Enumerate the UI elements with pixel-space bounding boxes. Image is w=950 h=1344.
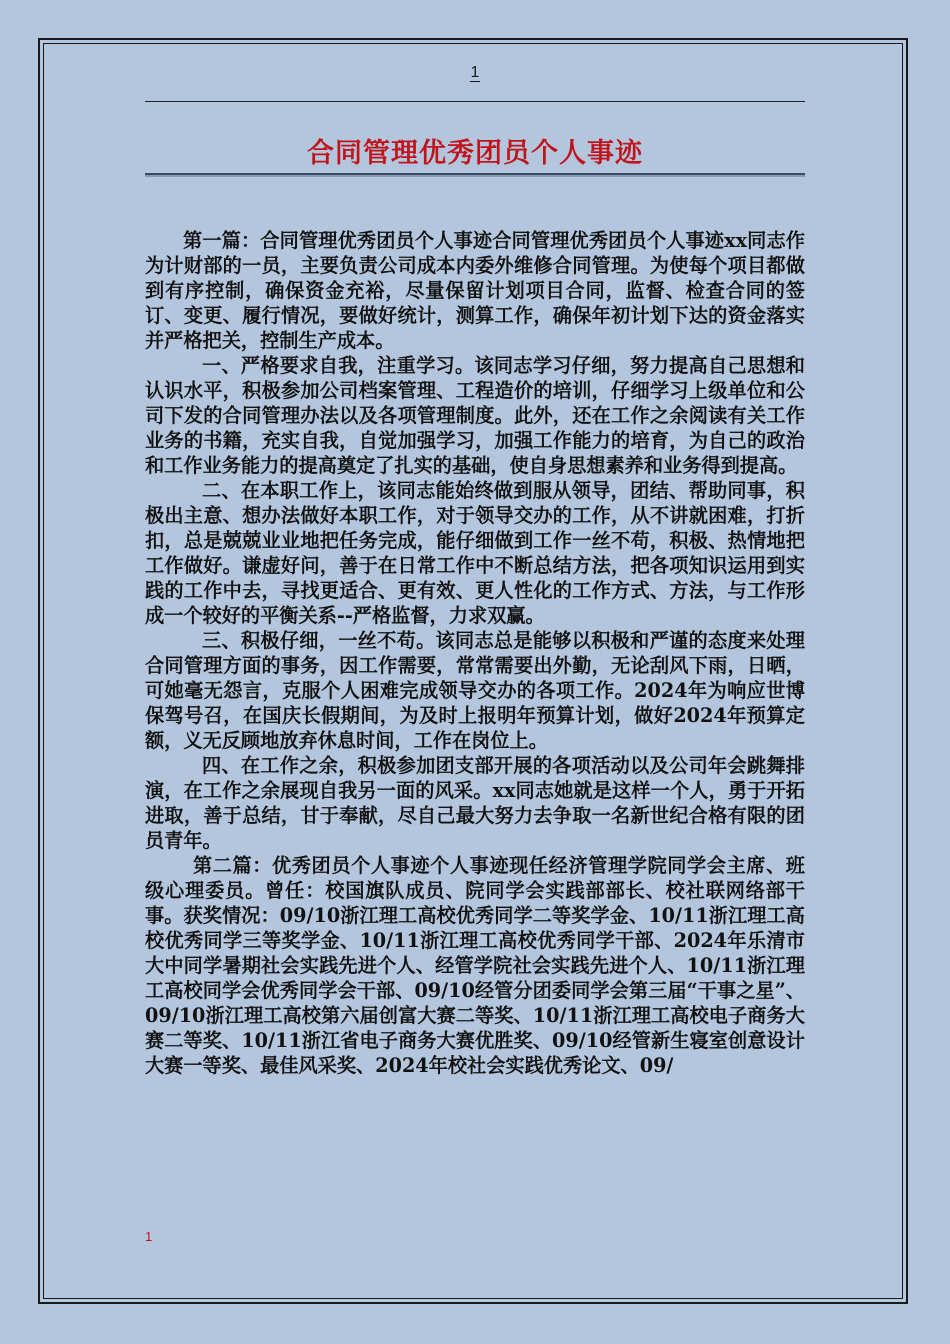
title-rule <box>145 173 805 175</box>
footer-page-number: 1 <box>145 1229 153 1244</box>
paragraph: 第二篇：优秀团员个人事迹个人事迹现任经济管理学院同学会主席、班级心理委员。曾任：校国旗队成员、院同学会实践部部长、校社联网络部干事。获奖情况：09/10浙江理工高校优秀同学二等奖学金、10/11浙江理工高校优秀同学三等奖学金、10/11浙江理工高校优秀同学干部、2024年乐清市大中同学暑期社会实践先进个人、经管学院社会实践先进个人、10/11浙江理工高校同学会优秀同学会干部、09/10经管分团委同学会第三届“干事之星”、09/10浙江理工高校第六届创富大赛二等奖、10/11浙江理工高校电子商务大赛二等奖、10/11浙江省电子商务大赛优胜奖、09/10经管新生寝室创意设计大赛一等奖、最佳风采奖、2024年校社会实践优秀论文、09/ <box>145 854 805 1077</box>
paragraph: 二、在本职工作上，该同志能始终做到服从领导，团结、帮助同事，积极出主意、想办法做好本职工作，对于领导交办的工作，从不讲就困难，打折扣，总是兢兢业业地把任务完成，能仔细做到工作一丝不苟，积极、热情地把工作做好。谦虚好问，善于在日常工作中不断总结方法，把各项知识运用到实践的工作中去，寻找更适合、更有效、更人性化的工作方式、方法，与工作形成一个较好的平衡关系--严格监督，力求双赢。 <box>145 479 805 627</box>
paragraph: 一、严格要求自我，注重学习。该同志学习仔细，努力提高自己思想和认识水平，积极参加公司档案管理、工程造价的培训，仔细学习上级单位和公司下发的合同管理办法以及各项管理制度。此外，还在工作之余阅读有关工作业务的书籍，充实自我，自觉加强学习，加强工作能力的培育，为自己的政治和工作业务能力的提高奠定了扎实的基础，使自身思想素养和业务得到提高。 <box>145 354 805 477</box>
header-page-number <box>0 64 950 82</box>
header-rule <box>145 101 805 102</box>
document-body <box>145 228 805 1078</box>
paragraph: 第一篇：合同管理优秀团员个人事迹合同管理优秀团员个人事迹xx同志作为计财部的一员，主要负责公司成本内委外维修合同管理。为使每个项目都做到有序控制，确保资金充裕，尽量保留计划项目合同，监督、检查合同的签订、变更、履行情况，要做好统计，测算工作，确保年初计划下达的资金落实并严格把关，控制生产成本。 <box>145 229 805 352</box>
paragraph: 三、积极仔细，一丝不苟。该同志总是能够以积极和严谨的态度来处理合同管理方面的事务，因工作需要，常常需要出外勤，无论刮风下雨，日晒，可她毫无怨言，克服个人困难完成领导交办的各项工作。2024年为响应世博保驾号召，在国庆长假期间，为及时上报明年预算计划，做好2024年预算定额，义无反顾地放弃休息时间，工作在岗位上。 <box>145 629 805 752</box>
document-title: 合同管理优秀团员个人事迹 <box>307 138 643 169</box>
paragraph: 四、在工作之余，积极参加团支部开展的各项活动以及公司年会跳舞排演，在工作之余展现自我另一面的风采。xx同志她就是这样一个人，勇于开拓进取，善于总结，甘于奉献，尽自己最大努力去争取一名新世纪合格有限的团员青年。 <box>145 754 805 852</box>
header-page-number-text: 1 <box>470 64 480 81</box>
